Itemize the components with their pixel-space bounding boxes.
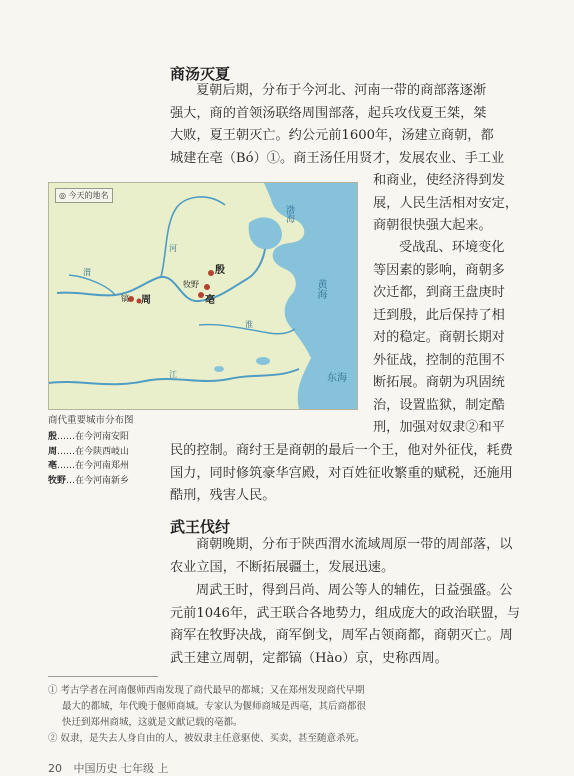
- map-label-jiang: 江: [169, 370, 177, 379]
- map-inset-label: ◎ 今天的地名: [55, 188, 113, 203]
- paragraph-wu-wang-1: [170, 534, 522, 579]
- city-marker-muye: [204, 284, 210, 290]
- text-line: 刑，加强对奴隶②和平: [373, 420, 505, 435]
- footnote-line: ① 考古学者在河南偃师西南发现了商代最早的都城；又在郑州发现商代早期: [48, 685, 365, 696]
- map-label-donghai: 东海: [327, 373, 347, 384]
- text-line: 和商业，使经济得到发: [373, 173, 505, 188]
- map-label-bohai: 渤海: [284, 205, 294, 223]
- legend-name: 牧野: [48, 475, 67, 486]
- map-label-hao: 镐: [121, 294, 129, 303]
- map-caption: 商代重要城市分布图: [48, 415, 134, 426]
- map-lake: [256, 357, 270, 365]
- text-line: 民的控制。商纣王是商朝的最后一个王，他对外征伐，耗费: [170, 443, 513, 458]
- text-line: 夏朝后期，分布于今河北、河南一带的商部落逐渐: [196, 83, 487, 98]
- text-line: 商朝很快强大起来。: [373, 218, 492, 233]
- legend-desc: 在今河南新乡: [75, 475, 130, 486]
- text-line: 国力，同时修筑豪华宫殿，对百姓征收繁重的赋税，还施用: [170, 465, 513, 481]
- map-label-zhou: 周: [141, 295, 151, 306]
- legend-name: 殷: [48, 432, 58, 442]
- map-label-bo: 亳: [205, 295, 215, 306]
- map-label-yin: 殷: [215, 265, 225, 276]
- text-line: 城建在亳（Bó）①。商王汤任用贤才，发展农业、手工业: [170, 150, 505, 166]
- text-line: 对的稳定。商朝长期对: [373, 330, 505, 345]
- map-drawing: [49, 183, 357, 409]
- legend-row-bo: [48, 459, 158, 474]
- shang-cities-map: [48, 182, 358, 410]
- paragraph-shang-tang-2: [373, 237, 523, 440]
- legend-name: 亳: [48, 461, 58, 471]
- city-marker-yin: [208, 270, 214, 276]
- text-line: 商军在牧野决战，商军倒戈，周军占领商都，商朝灭亡。周: [170, 628, 513, 643]
- book-title: 中国历史 七年级 上: [73, 762, 169, 775]
- text-line: 元前1046年，武王联合各地势力，组成庞大的政治联盟，与: [170, 605, 521, 621]
- paragraph-wu-wang-2: [170, 580, 522, 670]
- map-label-muye: 牧野: [183, 280, 199, 289]
- text-line: 断拓展。商朝为巩固统: [373, 375, 505, 390]
- map-label-wei: 渭: [83, 268, 91, 277]
- text-line: 受战乱、环境变化: [399, 240, 505, 255]
- text-line: 次迁都，到商王盘庚时: [373, 285, 505, 300]
- section-heading-wu-wang: 武王伐纣: [170, 518, 231, 536]
- map-legend: [48, 430, 158, 488]
- footnote-2: [48, 731, 528, 747]
- text-line: 展，人民生活相对安定，: [373, 195, 519, 211]
- city-marker-bo: [198, 292, 204, 298]
- text-line: 周武王时，得到吕尚、周公等人的辅佐，日益强盛。公: [196, 583, 513, 598]
- legend-name: 周: [48, 446, 58, 457]
- text-line: 商朝晚期，分布于陕西渭水流域周原一带的周部落，以: [196, 537, 513, 552]
- map-label-huanghai: 黄海: [315, 279, 326, 299]
- footnote-line: 快迁到郑州商城，这就是文献记载的亳都。: [62, 717, 243, 728]
- paragraph-shang-tang-2-full: [170, 440, 522, 508]
- map-lake: [214, 366, 224, 372]
- page-number: 20: [48, 762, 62, 775]
- legend-dots: …: [66, 475, 76, 486]
- text-line: 迁到殷，此后保持了相: [373, 307, 505, 323]
- section-heading-shang-tang: 商汤灭夏: [170, 65, 231, 83]
- map-label-he: 河: [169, 244, 177, 253]
- page-footer: [48, 760, 169, 776]
- text-line: 等因素的影响，商朝多: [373, 262, 505, 278]
- legend-desc: 在今河南郑州: [75, 461, 130, 471]
- map-label-huai: 淮: [245, 320, 253, 329]
- text-line: 武王建立周朝，定都镐（Hào）京，史称西周。: [170, 650, 448, 666]
- paragraph-shang-tang-1-wrap: [373, 170, 523, 238]
- legend-dots: ……: [57, 461, 76, 471]
- text-line: 酷刑，残害人民。: [170, 488, 276, 503]
- footnote-1: [48, 683, 528, 731]
- legend-row-zhou: [48, 445, 158, 460]
- legend-row-muye: [48, 474, 158, 489]
- legend-row-yin: [48, 430, 158, 445]
- footnote-divider: [48, 676, 158, 677]
- legend-dots: ……: [57, 446, 76, 457]
- footnote-line: 最大的都城，年代晚于偃师商城。专家认为偃师商城是西亳，其后商都很: [62, 701, 367, 712]
- footnote-line: ② 奴隶，是失去人身自由的人，被奴隶主任意驱使、买卖，甚至随意杀死。: [48, 733, 365, 744]
- text-line: 农业立国，不断拓展疆土，发展迅速。: [170, 559, 395, 575]
- paragraph-shang-tang-1: [170, 80, 520, 170]
- text-line: 治，设置监狱，制定酷: [373, 397, 505, 413]
- legend-desc: 在今河南安阳: [75, 432, 130, 442]
- text-line: 强大，商的首领汤联络周围部落，起兵攻伐夏王桀，桀: [170, 105, 487, 121]
- text-line: 外征战，控制的范围不: [373, 352, 505, 368]
- text-line: 大败，夏王朝灭亡。约公元前1600年，汤建立商朝，都: [170, 128, 494, 143]
- legend-desc: 在今陕西岐山: [75, 446, 130, 457]
- legend-dots: ……: [57, 432, 76, 442]
